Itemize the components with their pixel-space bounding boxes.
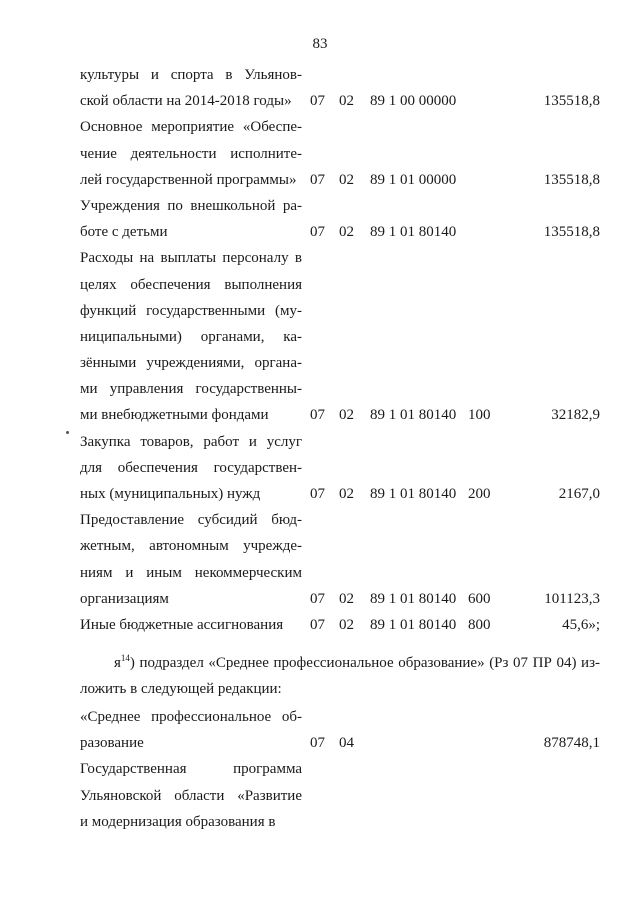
description-line: организациям bbox=[80, 590, 169, 607]
subsection-code: 02 bbox=[339, 93, 354, 110]
table-row bbox=[80, 429, 600, 508]
target-article-code: 89 1 01 80140 bbox=[370, 407, 457, 424]
description-line: «Среднее профессиональное об- bbox=[80, 709, 302, 725]
description-line: Закупка товаров, работ и услуг bbox=[80, 433, 302, 450]
section-code: 07 bbox=[310, 735, 325, 752]
subsection-code: 02 bbox=[339, 224, 354, 241]
description-line: ниципальными) органами, ка- bbox=[80, 328, 302, 345]
subsection-code: 02 bbox=[339, 590, 354, 607]
table-row bbox=[80, 507, 600, 612]
section-code: 07 bbox=[310, 407, 325, 424]
description-line: и модернизация образования в bbox=[80, 813, 276, 830]
target-article-code: 89 1 01 00000 bbox=[370, 171, 457, 188]
description-line: Государственная программа bbox=[80, 761, 302, 778]
description-line: чение деятельности исполните- bbox=[80, 145, 302, 162]
description-line: зёнными учреждениями, органа- bbox=[80, 355, 302, 372]
section-code: 07 bbox=[310, 224, 325, 241]
description-line: лей государственной программы» bbox=[80, 171, 297, 188]
description-line: ми внебюджетными фондами bbox=[80, 407, 269, 424]
target-article-code: 89 1 01 80140 bbox=[370, 224, 457, 241]
description-line: жетным, автономным учрежде- bbox=[80, 538, 302, 555]
table-row bbox=[80, 612, 600, 638]
description-line: Иные бюджетные ассигнования bbox=[80, 616, 284, 633]
amount: 878748,1 bbox=[543, 735, 600, 752]
row-description bbox=[80, 114, 302, 193]
section-code: 07 bbox=[310, 171, 325, 188]
description-line: ниям и иным некоммерческим bbox=[80, 564, 302, 581]
description-line: Учреждения по внешкольной ра- bbox=[80, 197, 302, 214]
section-code: 07 bbox=[310, 590, 325, 607]
amendment-paragraph bbox=[80, 650, 600, 702]
table-row bbox=[80, 245, 600, 428]
description-line: Расходы на выплаты персоналу в bbox=[80, 250, 302, 267]
expense-type-code: 100 bbox=[468, 407, 491, 424]
subsection-code: 04 bbox=[339, 735, 354, 752]
amendment-line-1 bbox=[80, 650, 600, 676]
amount: 135518,8 bbox=[543, 224, 600, 241]
table-row bbox=[80, 114, 600, 193]
row-description bbox=[80, 193, 302, 245]
subsection-code: 02 bbox=[339, 616, 354, 633]
amendment-text-1: ) подраздел «Среднее профессиональное образование» (Рз 07 ПР 04) из- bbox=[129, 655, 600, 671]
amount: 135518,8 bbox=[543, 171, 600, 188]
expense-type-code: 800 bbox=[468, 616, 491, 633]
description-line: разование bbox=[80, 735, 144, 752]
amount: 45,6»; bbox=[562, 616, 600, 633]
description-line: целях обеспечения выполнения bbox=[80, 276, 302, 293]
section-code: 07 bbox=[310, 616, 325, 633]
row-description bbox=[80, 429, 302, 508]
amount: 135518,8 bbox=[543, 93, 600, 110]
description-line: для обеспечения государствен- bbox=[80, 459, 302, 476]
target-article-code: 89 1 01 80140 bbox=[370, 616, 457, 633]
subsection-code: 02 bbox=[339, 171, 354, 188]
table-row bbox=[80, 193, 600, 245]
subsection-code: 02 bbox=[339, 486, 354, 502]
section-code: 07 bbox=[310, 93, 325, 110]
description-line: культуры и спорта в Ульянов- bbox=[80, 67, 302, 83]
expense-type-code: 600 bbox=[468, 590, 491, 607]
description-line: Основное мероприятие «Обеспе- bbox=[80, 119, 302, 136]
amendment-line-2: ложить в следующей редакции: bbox=[80, 681, 282, 698]
description-line: функций государственными (му- bbox=[80, 302, 302, 319]
budget-table-continued bbox=[80, 704, 600, 835]
expense-type-code: 200 bbox=[468, 486, 491, 502]
section-code: 07 bbox=[310, 486, 325, 502]
table-row bbox=[80, 62, 600, 114]
description-line: боте с детьми bbox=[80, 224, 168, 241]
amount: 2167,0 bbox=[558, 486, 600, 502]
target-article-code: 89 1 01 80140 bbox=[370, 486, 457, 502]
description-line: ской области на 2014-2018 годы» bbox=[80, 93, 292, 110]
description-line: Ульяновской области «Развитие bbox=[80, 787, 302, 804]
row-description bbox=[80, 756, 302, 835]
description-line: ных (муниципальных) нужд bbox=[80, 486, 261, 502]
row-description bbox=[80, 245, 302, 428]
row-description bbox=[80, 704, 302, 756]
target-article-code: 89 1 00 00000 bbox=[370, 93, 457, 110]
amount: 101123,3 bbox=[544, 590, 600, 607]
amount: 32182,9 bbox=[551, 407, 600, 424]
description-line: Предоставление субсидий бюд- bbox=[80, 512, 302, 529]
description-line: ми управления государственны- bbox=[80, 381, 302, 398]
row-description bbox=[80, 612, 302, 638]
table-row bbox=[80, 756, 600, 835]
budget-table bbox=[80, 62, 600, 638]
target-article-code: 89 1 01 80140 bbox=[370, 590, 457, 607]
table-row bbox=[80, 704, 600, 756]
scan-speck bbox=[66, 431, 69, 434]
amendment-letter: я bbox=[114, 655, 121, 671]
subsection-code: 02 bbox=[339, 407, 354, 424]
amendment-superscript: 14 bbox=[120, 653, 130, 663]
page-number: 83 bbox=[312, 36, 328, 52]
row-description bbox=[80, 62, 302, 114]
row-description bbox=[80, 507, 302, 612]
